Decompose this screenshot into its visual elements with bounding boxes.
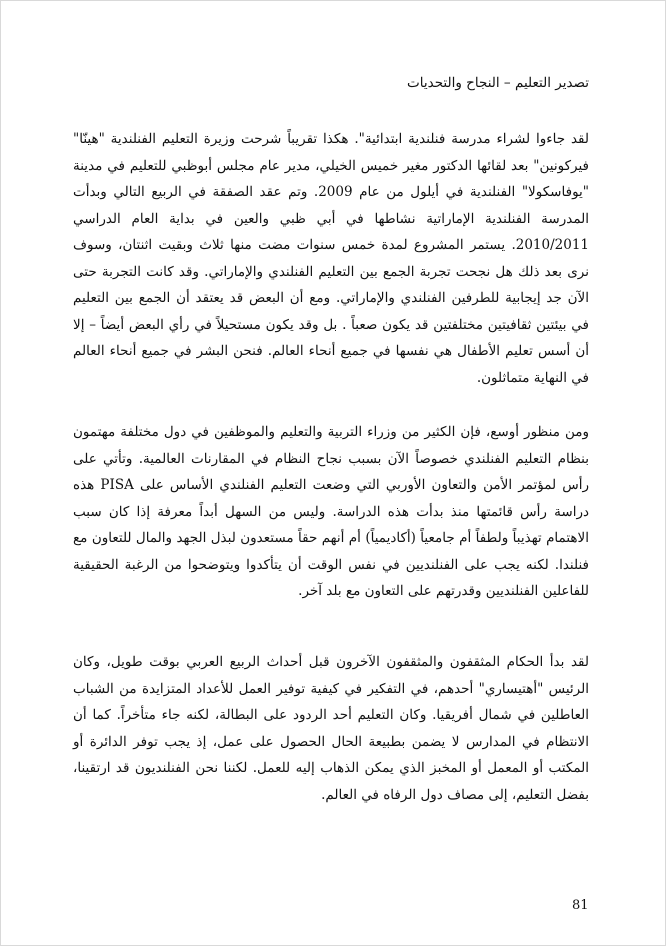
paragraph-3: لقد بدأ الحكام المثقفون والمثقفون الآخرون قبل أحداث الربيع العربي بوقت طويل، وكان الرئيس "أهتيساري" أحدهم، في التفكير في كيفية توفير العمل للأعداد المتزايدة من الشباب العاطلين في شمال أفريقيا. وكان التعليم أحد الردود على البطالة، لكنه جاء متأخراً. كما أن الانتظام في المدارس لا يضمن بطبيعة الحال الحصول على عمل، إذ يجب توفر الدائرة أو المكتب أو المعمل أو المخبز الذي يمكن الذهاب إليه للعمل. لكننا نحن الفنلنديون قد ارتقينا، بفضل التعليم، إلى مصاف دول الرفاه في العالم. xyxy=(73,654,589,803)
running-header: تصدير التعليم – النجاح والتحديات xyxy=(407,75,589,91)
paragraph-1: لقد جاءوا لشراء مدرسة فنلندية ابتدائية". هكذا تقريباً شرحت وزيرة التعليم الفنلندية "هينّا" فيركونين" بعد لقائها الدكتور مغير خميس الخيلي، مدير عام مجلس أبوظبي للتعليم في مدينة "يوفاسكولا" الفنلندية في أيلول من عام 2009. وتم عقد الصفقة في الربيع التالي وبدأت المدرسة الفنلندية الإماراتية نشاطها في أبي ظبي والعين في بداية العام الدراسي 2010/2011. يستمر المشروع لمدة خمس سنوات مضت منها ثلاث وبقيت اثنتان، وسوف نرى بعد ذلك هل نجحت تجربة الجمع بين التعليم الفنلندي والإماراتي. وقد كانت التجربة حتى الآن جد إيجابية للطرفين الفنلندي والإماراتي. ومع أن البعض قد يعتقد أن الجمع بين التعليم في بيئتين ثقافيتين مختلفتين قد يكون صعباً . بل وقد يكون مستحيلاً في رأي البعض أيضاً – إلا أن أسس تعليم الأطفال هي نفسها في جميع أنحاء العالم. فنحن البشر في جميع أنحاء العالم في النهاية متماثلون. xyxy=(73,131,590,386)
page-number: 81 xyxy=(572,898,589,913)
paragraph-2: ومن منظور أوسع، فإن الكثير من وزراء التربية والتعليم والموظفين في دول مختلفة مهتمون بنظام التعليم الفنلندي خصوصاً الآن بسبب نجاح النظام في المقارنات العالمية. وتأتي على رأس لمؤتمر الأمن والتعاون الأوربي التي وضعت التعليم الفنلندي الأساس على PISA هذه دراسة رأس قائمتها منذ بدأت هذه الدراسة. وليس من السهل أبداً معرفة إذا كان سبب الاهتمام تهذيباً ولطفاً أم جامعياً (أكاديمياً) أم أنهم حقاً مستعدون لبذل الجهد والمال للتعاون مع فنلندا. لكنه يجب على الفنلنديين في نفس الوقت أن يتأكدوا ويتوضحوا من الرغبة الحقيقية للفاعلين الفنلنديين وقدرتهم على التعاون مع بلد آخر. xyxy=(73,424,589,599)
